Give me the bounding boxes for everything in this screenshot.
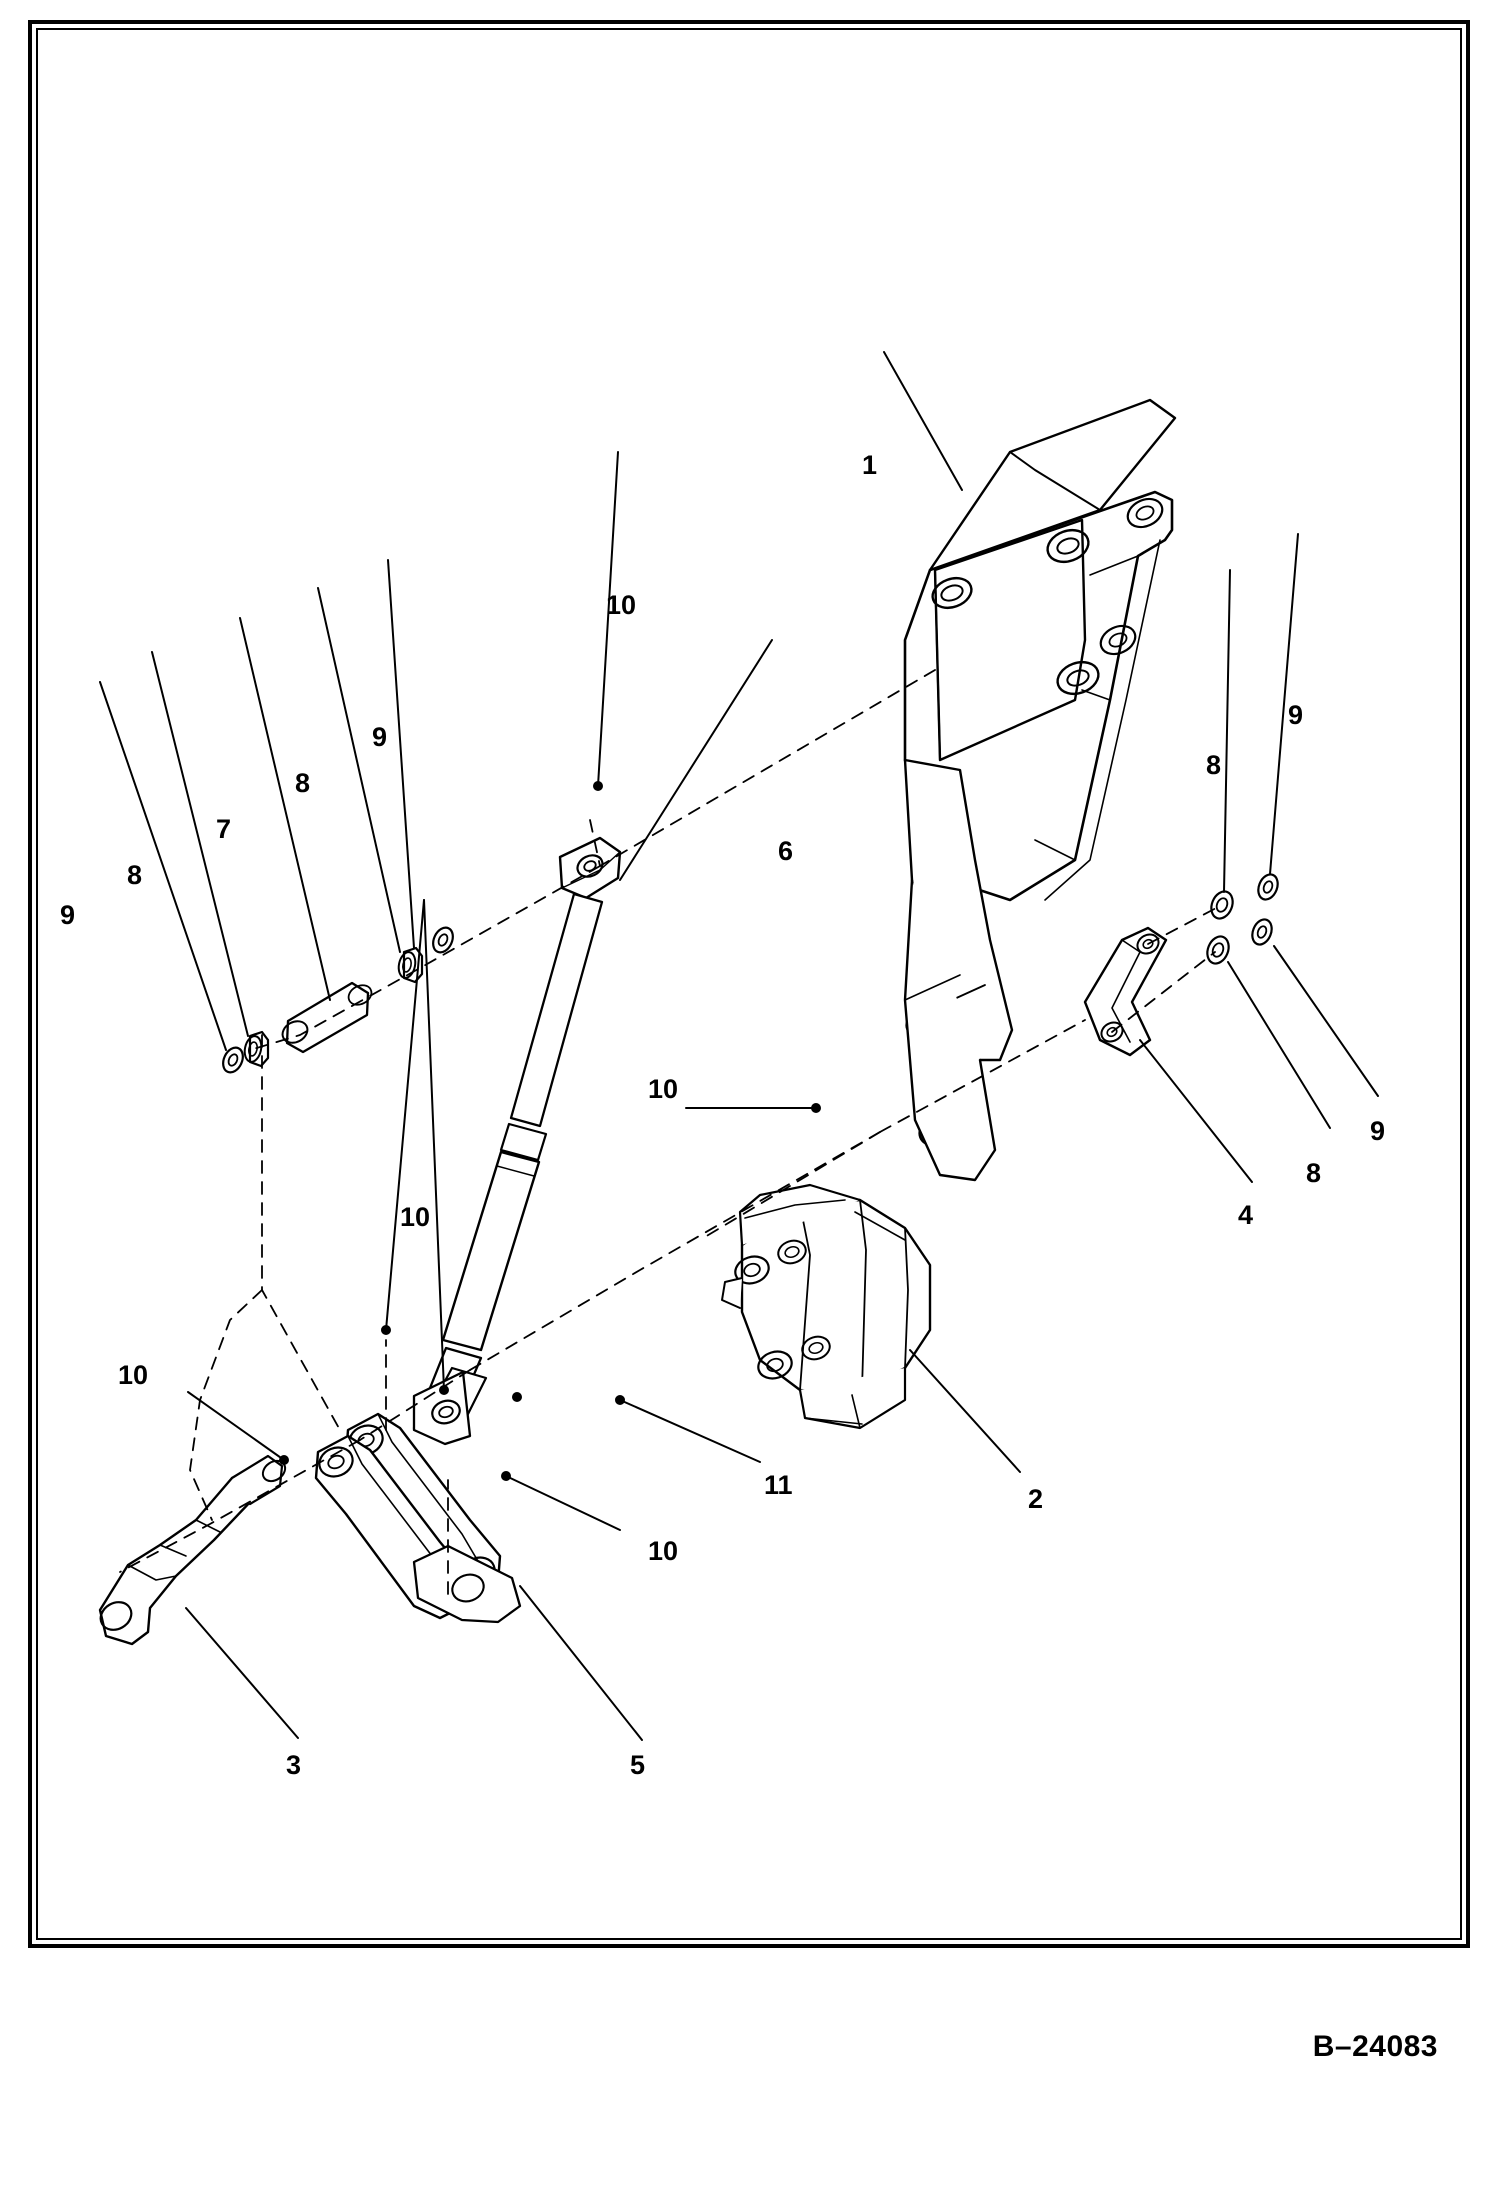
leader-2 [910, 1350, 1020, 1472]
part-1-mount-plate [902, 400, 1175, 1180]
callout-10-e: 10 [648, 1536, 679, 1566]
callout-11: 11 [764, 1470, 793, 1500]
leader-1 [884, 352, 962, 490]
callout-6: 6 [778, 836, 794, 866]
leader-8a [318, 588, 400, 952]
callout-8-d: 8 [1306, 1158, 1322, 1188]
callout-10-d: 10 [118, 1360, 149, 1390]
leader-4 [1140, 1040, 1252, 1182]
centerline-1 [600, 670, 935, 866]
callout-3: 3 [286, 1750, 302, 1780]
part-7-spacer-tube [279, 981, 375, 1052]
callout-9-c: 9 [1288, 700, 1304, 730]
leader-8c [1224, 570, 1230, 892]
callout-9-b: 9 [60, 900, 76, 930]
part-11-pin [512, 1392, 522, 1402]
callout-9-d: 9 [1370, 1116, 1386, 1146]
callout-2: 2 [1028, 1484, 1044, 1514]
callout-10-b: 10 [648, 1074, 679, 1104]
centerline-6 [1148, 906, 1220, 944]
figure-code: B–24083 [1312, 2030, 1438, 2063]
part-6-gas-cylinder [414, 838, 620, 1444]
callout-10-c: 10 [400, 1202, 431, 1232]
leader-9b [100, 682, 226, 1050]
callout-8-b: 8 [127, 860, 143, 890]
leader-10e [506, 1476, 620, 1530]
callout-10-a: 10 [606, 590, 637, 620]
callout-8-c: 8 [1206, 750, 1222, 780]
leader-5 [520, 1586, 642, 1740]
part-4-link-plate [1085, 928, 1166, 1055]
callout-5: 5 [630, 1750, 646, 1780]
callout-9-a: 9 [372, 722, 388, 752]
callout-1: 1 [862, 450, 878, 480]
callout-8-a: 8 [295, 768, 311, 798]
leader-8d [1228, 962, 1330, 1128]
leader-3 [186, 1608, 298, 1738]
part-2-drive-motor [722, 1185, 930, 1428]
leader-11 [620, 1400, 760, 1462]
callout-7: 7 [216, 814, 232, 844]
leader-10d [188, 1392, 284, 1460]
leader-9a [388, 560, 414, 948]
callout-4: 4 [1238, 1200, 1254, 1230]
leader-7 [240, 618, 330, 1000]
leader-6 [620, 640, 772, 880]
part-5-link-arms [315, 1414, 520, 1622]
leader-8b [152, 652, 248, 1036]
leader-10c-2 [424, 900, 444, 1390]
centerline-10 [262, 1035, 340, 1430]
leader-9d [1274, 946, 1378, 1096]
